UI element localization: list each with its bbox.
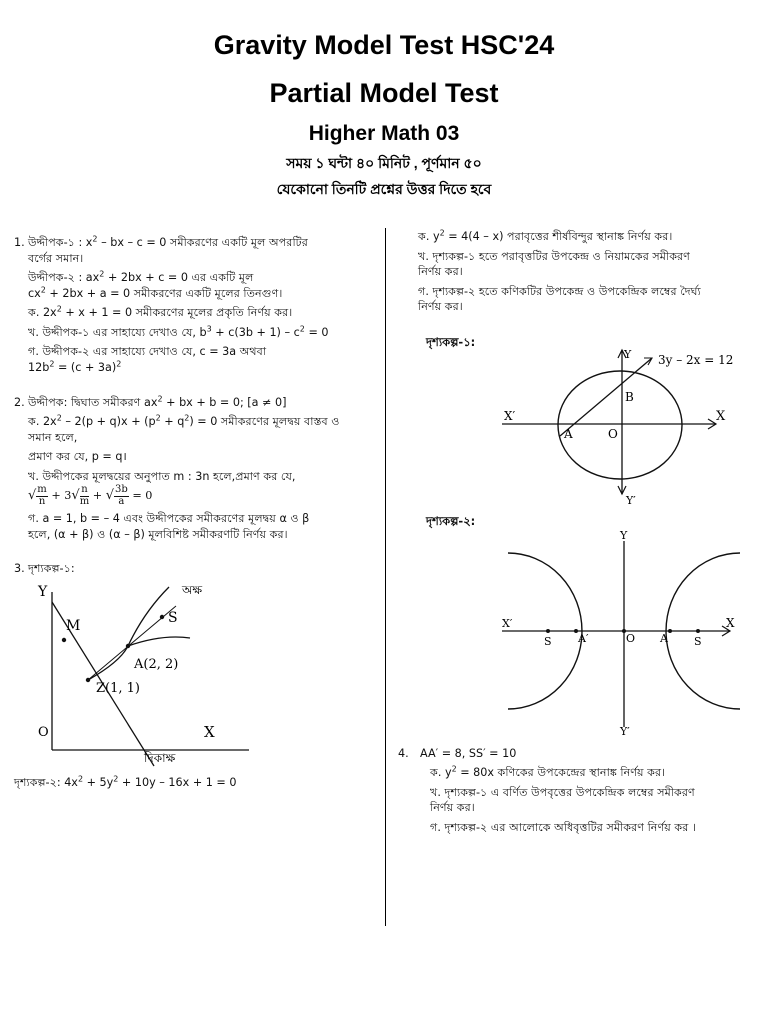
label-s-left: S [544, 634, 552, 648]
label-o: O [38, 725, 49, 740]
page-subtitle: Partial Model Test [269, 78, 499, 108]
scene-1-label: দৃশ্যকল্প-১: [426, 334, 476, 349]
q4-given: AA′ = 8, SS′ = 10 [420, 746, 517, 760]
question-3 [14, 562, 372, 577]
q4-part-ka: ক. $y^2 = 80x$ কণিকের উপকেন্দ্রের স্থানাঙ্ক নির্ণয় কর। [430, 764, 666, 780]
focus-s-right [696, 629, 700, 633]
point-a [126, 644, 130, 648]
q3-scene-2: দৃশ্যকল্প-২: $4x^2 + 5y^2 + 10y - 16x + 1 = 0$ [14, 774, 237, 789]
point-m [62, 638, 66, 642]
left-column [14, 236, 372, 796]
question-3-parts [398, 230, 743, 315]
q1-part-ka: ক. $2x^2 + x + 1 = 0$ সমীকরণের মূলের প্রকৃতি নির্ণয় কর। [28, 304, 293, 320]
q3-part-kha-cont: নির্ণয় কর। [418, 265, 463, 279]
q1-stimulus-1: উদ্দীপক-১ : $x^2$ – bx – c = 0 সমীকরণের একটি মূল অপরটির [28, 234, 308, 249]
label-y: Y [624, 347, 632, 361]
q2-part-ka: ক. $2x^2 - 2(p + q)x + (p^2 + q^2) = 0$ সমীকরণের মূলদ্বয় বাস্তব ও [28, 413, 340, 429]
q1-part-ga-cont: $12b^2 = (c + 3a)^2$ [28, 359, 122, 374]
label-o: O [626, 631, 636, 645]
label-s-right: S [694, 634, 702, 648]
label-axis: অক্ষ [182, 583, 203, 597]
label-y: Y [38, 584, 48, 600]
q3-scene-1-label: দৃশ্যকল্প-১: [28, 562, 75, 576]
page-title: Gravity Model Test HSC'24 [213, 30, 555, 60]
q3-part-ka: ক. $y^2 = 4(4 - x)$ পরাবৃত্তের শীর্ষবিন্দুর স্থানাঙ্ক নির্ণয় কর। [418, 228, 673, 243]
q4-part-kha: খ. দৃশ্যকল্প-১ এ বর্ণিত উপবৃত্তের উপকেন্দ্রিক লম্বের সমীকরণ [430, 785, 695, 799]
vertex-a [668, 629, 672, 633]
q2-part-ga-cont: হলে, (α + β) ও (α – β) মূলবিশিষ্ট সমীকরণটি নির্ণয় কর। [28, 527, 288, 541]
label-directrix: দিকাক্ষ [144, 751, 176, 765]
hyperbola-figure [398, 527, 743, 737]
label-s: S [168, 610, 178, 626]
q1-stimulus-2: উদ্দীপক-২ : $ax^2 + 2bx + c = 0$ এর একটি মূল [28, 269, 254, 285]
label-y-prime: Y′ [620, 724, 630, 737]
q2-radical-equation: √ $\frac{m}{n}$ + 3√ $\frac{n}{m}$ + √ $\frac{3b}{a}$ = 0 [28, 484, 153, 507]
label-a-prime: A′ [578, 631, 589, 645]
q1-part-ga: গ. উদ্দীপক-২ এর সাহায্যে দেখাও যে, c = 3a অথবা [28, 345, 267, 359]
q3-part-ga-cont: নির্ণয় কর। [418, 300, 463, 314]
label-z: Z(1, 1) [96, 681, 140, 696]
q3-part-ga: গ. দৃশ্যকল্প-২ হতে কণিকটির উপকেন্দ্র ও উপকেন্দ্রিক লম্বের দৈর্ঘ্য [418, 284, 701, 298]
time-and-marks: সময় ১ ঘন্টা ৪০ মিনিট , পূর্ণমান ৫০ [286, 155, 482, 171]
label-y-prime: Y′ [626, 493, 636, 506]
instruction: যেকোনো তিনটি প্রশ্নের উত্তর দিতে হবে [276, 181, 492, 197]
label-x-prime: X′ [504, 408, 516, 423]
q1-stimulus-2-cont: $cx^2 + 2bx + a = 0$ সমীকরণের একটি মূলের তিনগুণ। [28, 284, 283, 300]
label-m: M [66, 618, 81, 634]
column-divider [385, 228, 386, 926]
q2-part-kha: খ. উদ্দীপকের মূলদ্বয়ের অনুপাত m : 3n হলে,প্রমাণ কর যে, [28, 469, 296, 483]
question-2 [14, 393, 372, 543]
ellipse-figure [398, 346, 743, 506]
label-x: X [726, 615, 735, 630]
label-x-prime: X′ [502, 616, 513, 630]
focus-s-point [160, 615, 164, 619]
label-b: B [625, 389, 634, 404]
right-column [398, 230, 743, 841]
question-number: 2. [14, 395, 25, 409]
q4-part-kha-cont: নির্ণয় কর। [430, 801, 475, 815]
q1-stimulus-1-cont: বর্গের সমান। [28, 251, 84, 265]
label-x: X [204, 723, 215, 741]
vertex-z-point [86, 678, 90, 682]
parabola-figure [24, 582, 274, 772]
q2-stimulus: উদ্দীপক: দ্বিঘাত সমীকরণ $ax^2$ + bx + b = 0; [a ≠ 0] [28, 393, 287, 409]
q2-part-ka-cont: সমান হলে, [28, 430, 78, 444]
q3-part-kha: খ. দৃশ্যকল্প-১ হতে পরাবৃত্তটির উপকেন্দ্র ও নিয়ামকের সমীকরণ [418, 249, 690, 263]
label-a: A [660, 631, 668, 645]
question-number: 1. [14, 236, 25, 249]
focus-s-left [546, 629, 550, 633]
scene-2-label: দৃশ্যকল্প-২: [426, 513, 476, 528]
label-x: X [716, 408, 726, 424]
label-a: A(2, 2) [134, 657, 179, 672]
question-1 [14, 236, 372, 376]
question-number: 4. [398, 746, 409, 760]
label-o: O [608, 426, 618, 441]
ellipse [558, 371, 682, 479]
q2-part-ga: গ. a = 1, b = – 4 এবং উদ্দীপকের সমীকরণের মূলদ্বয় α ও β [28, 512, 310, 526]
q1-part-kha: খ. উদ্দীপক-১ এর সাহায্যে দেখাও যে, $b^3 + c(3b + 1) - c^2 = 0$ [28, 324, 329, 339]
question-number: 3. [14, 562, 25, 576]
subject-title: Higher Math 03 [308, 122, 460, 145]
label-a: A [564, 426, 573, 441]
label-line: 3y – 2x = 12 [658, 352, 734, 367]
q2-part-ka-proof: প্রমাণ কর যে, p = q। [28, 450, 127, 464]
q4-part-ga: গ. দৃশ্যকল্প-২ এর আলোকে অধিবৃত্তটির সমীকরণ নির্ণয় কর । [430, 820, 696, 834]
label-y: Y [620, 528, 628, 542]
question-4 [398, 747, 743, 836]
